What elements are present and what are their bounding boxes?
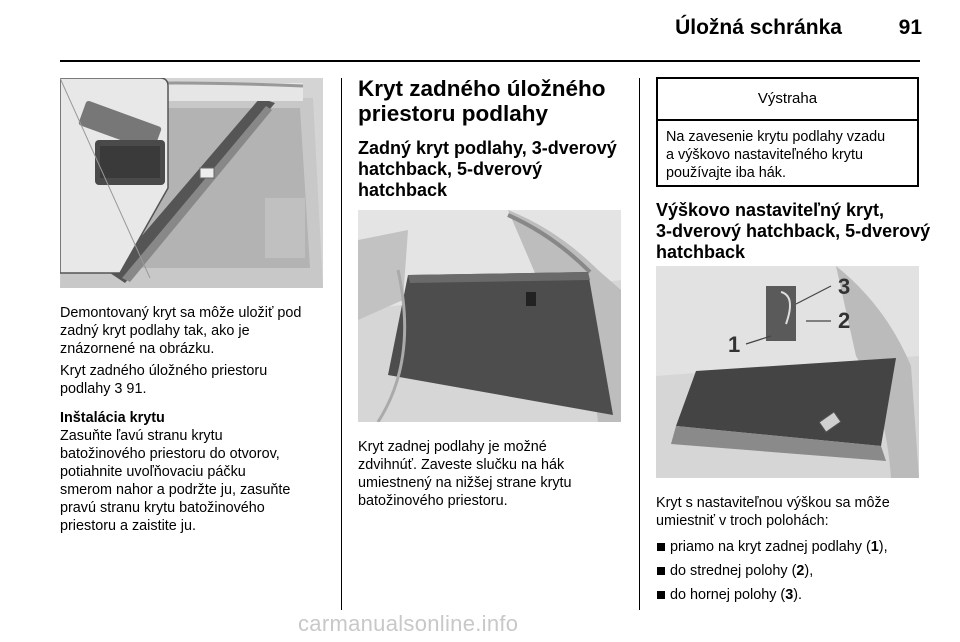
heading-line: priestoru podlahy (358, 101, 549, 126)
warning-line: a výškovo nastaviteľného krytu (666, 147, 863, 163)
list-item-text: ). (793, 587, 803, 603)
floor-cover-text (358, 438, 633, 510)
install-line: batožinového priestoru do otvorov, (60, 446, 280, 462)
caption-line: Demontovaný kryt sa môže uložiť pod (60, 305, 302, 321)
list-item (656, 562, 936, 580)
reference-label: podlahy (60, 381, 111, 397)
list-item-text: ), (804, 563, 814, 579)
install-line: priestoru a zaistite ju. (60, 518, 196, 534)
subheading-line: Zadný kryt podlahy, 3-dverový (358, 138, 617, 158)
list-item (656, 586, 936, 604)
install-title: Inštalácia krytu (60, 410, 165, 426)
page-number: 91 (898, 16, 922, 39)
fig-label-1: 1 (728, 332, 741, 357)
watermark: carmanualsonline.info (298, 611, 519, 636)
body-line: batožinového priestoru. (358, 493, 508, 509)
bullet-square-icon (657, 567, 665, 575)
subheading-line: hatchback, 5-dverový (358, 159, 543, 179)
header-rule (60, 60, 920, 62)
body-line: zdvihnúť. Zaveste slučku na hák (358, 457, 565, 473)
warning-line: Na zavesenie krytu podlahy vzadu (666, 129, 886, 145)
position-number: 2 (796, 563, 805, 579)
bullet-square-icon (657, 591, 665, 599)
heading-line: hatchback (656, 242, 746, 262)
heading-line: Kryt zadného úložného (358, 76, 606, 101)
column-divider-left (341, 78, 342, 610)
list-item-text: do strednej polohy ( (670, 563, 797, 579)
list-item (656, 538, 936, 556)
warning-box (656, 77, 919, 187)
caption-line: znázornené na obrázku. (60, 341, 215, 357)
bullet-square-icon (657, 543, 665, 551)
cross-reference (60, 362, 335, 398)
install-line: Zasuňte ľavú stranu krytu (60, 428, 223, 444)
column-divider-right (639, 78, 640, 610)
install-line: potiahnite uvoľňovaciu páčku (60, 464, 246, 480)
heading-line: Výškovo nastaviteľný kryt, (656, 200, 885, 220)
warning-line: používajte iba hák. (666, 165, 787, 181)
page-title: Úložná schránka (675, 16, 842, 39)
subsection-heading (358, 138, 628, 201)
floor-cover-figure (358, 210, 621, 422)
position-number: 1 (870, 539, 879, 555)
fig-label-3: 3 (838, 274, 851, 299)
list-item-text: ), (878, 539, 888, 555)
list-item-text: do hornej polohy ( (670, 587, 786, 603)
fig-label-2: 2 (838, 308, 851, 333)
install-line: pravú stranu krytu batožinového (60, 500, 265, 516)
cover-stowed-figure (60, 78, 323, 288)
stowed-cover-caption (60, 304, 335, 358)
install-section (60, 409, 335, 535)
intro-line: umiestniť v troch polohách: (656, 513, 829, 529)
reference-line (60, 380, 335, 398)
page-ref-arrow-icon[interactable]: 3 (114, 381, 123, 397)
adjustable-cover-heading (656, 200, 936, 263)
positions-list (656, 538, 936, 610)
page-ref-number[interactable]: 91. (122, 381, 147, 397)
warning-title: Výstraha (658, 79, 917, 121)
heading-line: 3-dverový hatchback, 5-dverový (656, 221, 931, 241)
intro-line: Kryt s nastaviteľnou výškou sa môže (656, 495, 890, 511)
body-line: umiestnený na nižšej strane krytu (358, 475, 572, 491)
body-line: Kryt zadnej podlahy je možné (358, 439, 547, 455)
warning-body (658, 121, 917, 189)
adjustable-cover-figure (656, 266, 919, 478)
section-heading (358, 76, 628, 126)
subheading-line: hatchback (358, 180, 448, 200)
adjustable-intro (656, 494, 936, 530)
position-number: 3 (785, 587, 794, 603)
list-item-text: priamo na kryt zadnej podlahy ( (670, 539, 871, 555)
caption-line: zadný kryt podlahy tak, ako je (60, 323, 250, 339)
install-line: smerom nahor a podržte ju, zasuňte (60, 482, 291, 498)
reference-line: Kryt zadného úložného priestoru (60, 363, 268, 379)
